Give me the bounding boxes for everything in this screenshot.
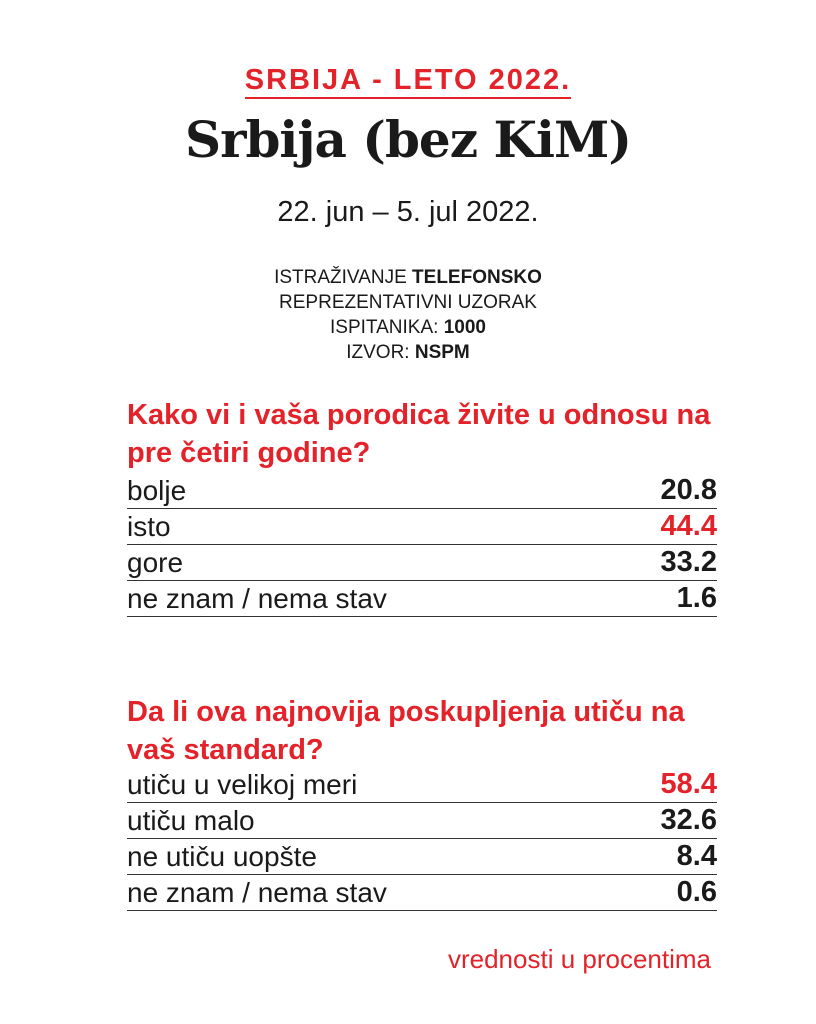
footnote: vrednosti u procentima [447,944,711,974]
meta-method-value: TELEFONSKO [412,267,542,288]
meta-line-respondents [0,315,816,340]
question-2: Da li ova najnovija poskupljenja utiču na vaš standard? [127,696,685,766]
row-label: gore [127,546,184,578]
row-value: 58.4 [660,768,717,800]
meta-source-label: IZVOR: [346,342,410,363]
row-value: 1.6 [676,582,717,614]
kicker [0,64,816,97]
row-label: utiču malo [127,804,255,836]
row-value: 32.6 [660,804,717,836]
results-table-1 [127,473,717,617]
meta-respondents-value: 1000 [443,317,486,338]
table-row [127,803,717,839]
meta-line-source [0,340,816,365]
table-row [127,545,717,581]
meta-line-method [0,265,816,290]
row-label: isto [127,510,171,542]
row-value: 33.2 [660,546,717,578]
table-row [127,767,717,803]
meta-method-label: ISTRAŽIVANJE [274,267,407,288]
meta-line-sample: REPREZENTATIVNI UZORAK [279,292,537,313]
row-label: ne utiču uopšte [127,840,317,872]
row-label: bolje [127,474,187,506]
question-1: Kako vi i vaša porodica živite u odnosu na pre četiri godine? [127,399,711,469]
table-row [127,839,717,875]
row-value: 44.4 [660,510,717,542]
row-value: 8.4 [676,840,717,872]
row-value: 0.6 [676,876,717,908]
table-row [127,581,717,617]
row-value: 20.8 [660,474,717,506]
row-label: ne znam / nema stav [127,876,387,908]
meta-source-value: NSPM [414,342,470,363]
row-label: ne znam / nema stav [127,582,387,614]
kicker-text: SRBIJA - LETO 2022. [245,64,572,99]
survey-dates: 22. jun – 5. jul 2022. [277,196,539,228]
survey-meta [0,265,816,365]
row-label: utiču u velikoj meri [127,768,358,800]
page-title: Srbija (bez KiM) [185,110,631,169]
results-table-2 [127,767,717,911]
table-row [127,509,717,545]
table-row [127,473,717,509]
meta-respondents-label: ISPITANIKA: [330,317,439,338]
table-row [127,875,717,911]
